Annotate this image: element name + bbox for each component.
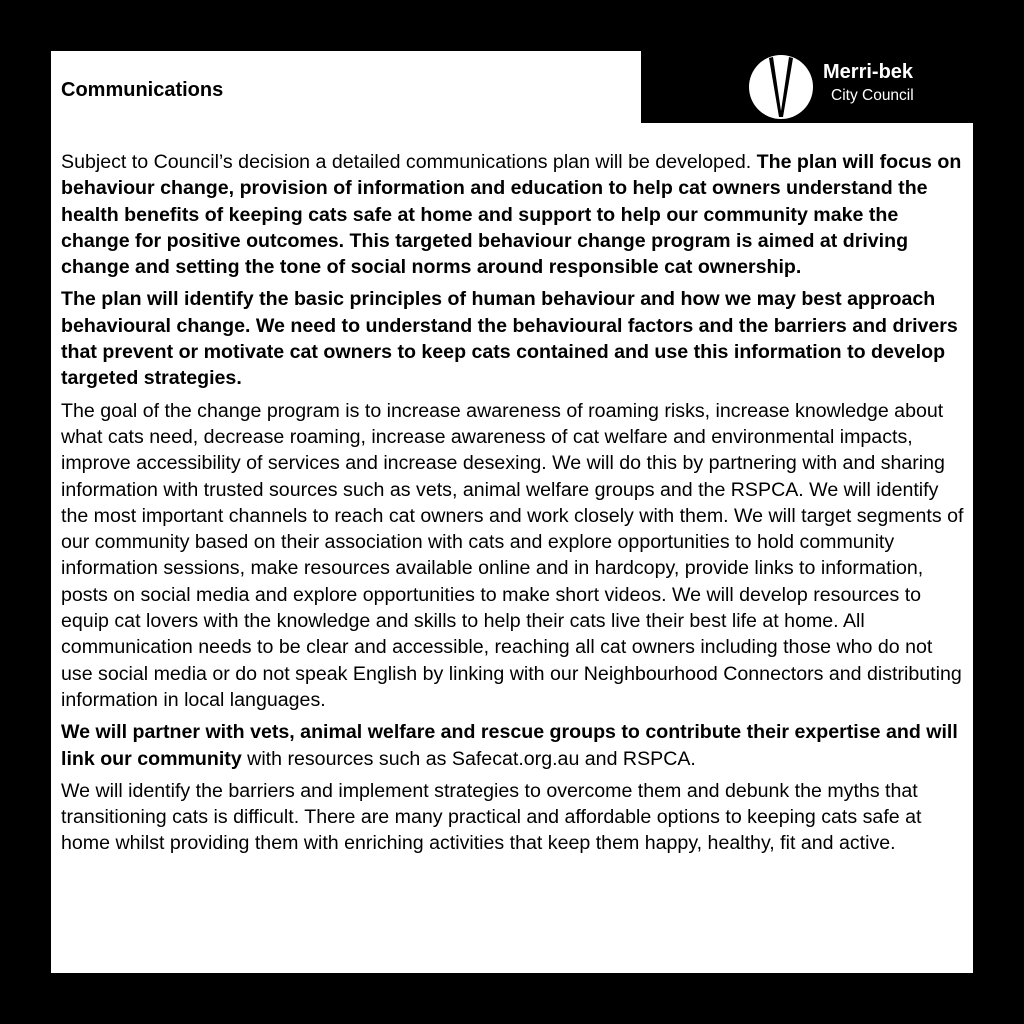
paragraph-bold-text: The plan will focus on behaviour change, provision of information and education to help cat owners understand the health benefits of keeping cats safe at home and support to help our community make the change for positive outcomes. This targeted behaviour change program is aimed at driving change and setting the tone of social norms around responsible cat ownership. <box>61 151 962 279</box>
paragraph-bold-text: The plan will identify the basic principles of human behaviour and how we may best approach behavioural change. We need to understand the behavioural factors and the barriers and drivers that prevent or motivate cat owners to keep cats contained and use this information to develop targeted strategies. <box>61 288 958 390</box>
paragraph-bold-text: We will partner with vets, animal welfare and rescue groups to contribute their expertise and will link our community <box>61 721 958 770</box>
paragraph-barriers <box>61 778 966 857</box>
merri-bek-logo-icon <box>747 53 815 121</box>
document-page <box>51 51 973 973</box>
paragraph-plan-overview <box>61 149 966 280</box>
paragraph-text: Subject to Council’s decision a detailed communications plan will be developed. <box>61 151 757 173</box>
logo-subtitle: City Council <box>831 87 914 104</box>
logo-name: Merri-bek <box>823 61 914 83</box>
paragraph-partnerships <box>61 719 966 772</box>
council-logo <box>641 51 973 123</box>
section-title: Communications <box>61 79 224 101</box>
paragraph-text: with resources such as Safecat.org.au and RSPCA. <box>241 747 696 770</box>
paragraph-text: The goal of the change program is to increase awareness of roaming risks, increase knowledge about what cats need, decrease roaming, increase awareness of cat welfare and environmental impacts, improve accessibility of services and increase desexing. We will do this by partnering with and sharing information with trusted sources such as vets, animal welfare groups and the RSPCA. We will identify the most important channels to reach cat owners and work closely with them. We will target segments of our community based on their association with cats and explore opportunities to hold community information sessions, make resources available online and in hardcopy, provide links to information, posts on social media and explore opportunities to make short videos. We will develop resources to equip cat lovers with the knowledge and skills to help their cats live their best life at home. All communication needs to be clear and accessible, reaching all cat owners including those who do not use social media or do not speak English by linking with our Neighbourhood Connectors and distributing information in local languages. <box>61 399 964 711</box>
page-header <box>51 51 973 123</box>
paragraph-text: We will identify the barriers and implement strategies to overcome them and debunk the myths that transitioning cats is difficult. There are many practical and affordable options to keeping cats safe at home whilst providing them with enriching activities that keep them happy, healthy, fit and active. <box>61 779 922 855</box>
paragraph-behaviour-principles <box>61 286 966 391</box>
paragraph-program-goals <box>61 398 966 714</box>
body-text <box>61 149 966 863</box>
